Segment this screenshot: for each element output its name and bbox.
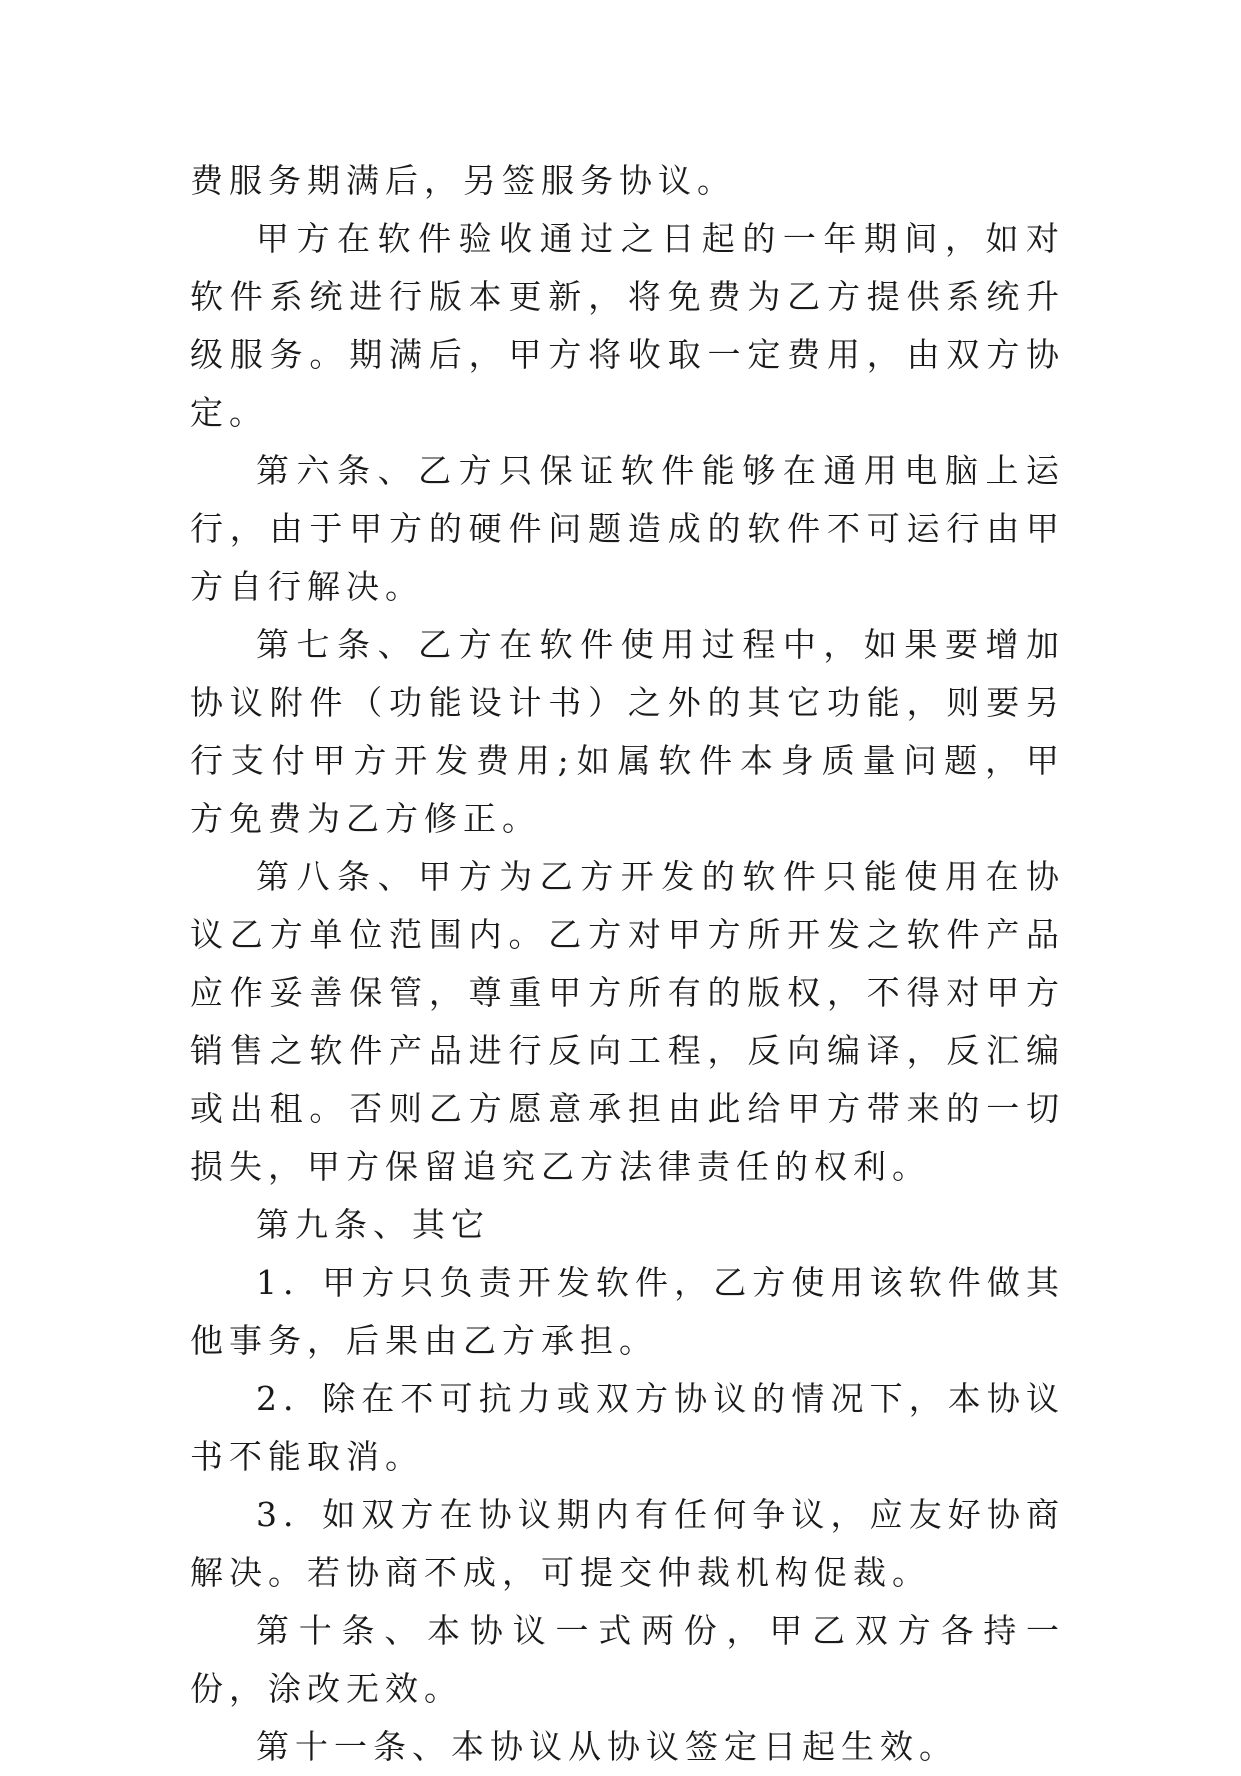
paragraph-article-7: 第七条、乙方在软件使用过程中，如果要增加协议附件（功能设计书）之外的其它功能，则要另行支付甲方开发费用;如属软件本身质量问题，甲方免费为乙方修正。: [190, 625, 1065, 838]
paragraph-article-9-item-3: 3．如双方在协议期内有任何争议，应友好协商解决。若协商不成，可提交仲裁机构促裁。: [190, 1495, 1065, 1592]
paragraph-article-9-heading: 第九条、其它: [256, 1205, 490, 1244]
paragraph-article-8: 第八条、甲方为乙方开发的软件只能使用在协议乙方单位范围内。乙方对甲方所开发之软件产品应作妥善保管，尊重甲方所有的版权，不得对甲方销售之软件产品进行反向工程，反向编译，反汇编或出租。否则乙方愿意承担由此给甲方带来的一切损失，甲方保留追究乙方法律责任的权利。: [190, 857, 1065, 1186]
paragraph-article-11: 第十一条、本协议从协议签定日起生效。: [256, 1727, 958, 1766]
document-body: [190, 152, 1065, 1776]
paragraph-article-9-item-1: 1．甲方只负责开发软件，乙方使用该软件做其他事务，后果由乙方承担。: [190, 1263, 1065, 1360]
paragraph-upgrade-service: 甲方在软件验收通过之日起的一年期间，如对软件系统进行版本更新，将免费为乙方提供系统升级服务。期满后，甲方将收取一定费用，由双方协定。: [190, 219, 1065, 432]
paragraph-article-10: 第十条、本协议一式两份，甲乙双方各持一份，涂改无效。: [190, 1611, 1065, 1708]
paragraph-article-9-item-2: 2．除在不可抗力或双方协议的情况下，本协议书不能取消。: [190, 1379, 1065, 1476]
paragraph-article-6: 第六条、乙方只保证软件能够在通用电脑上运行，由于甲方的硬件问题造成的软件不可运行由甲方自行解决。: [190, 451, 1065, 606]
paragraph-continuation: 费服务期满后，另签服务协议。: [190, 161, 736, 200]
